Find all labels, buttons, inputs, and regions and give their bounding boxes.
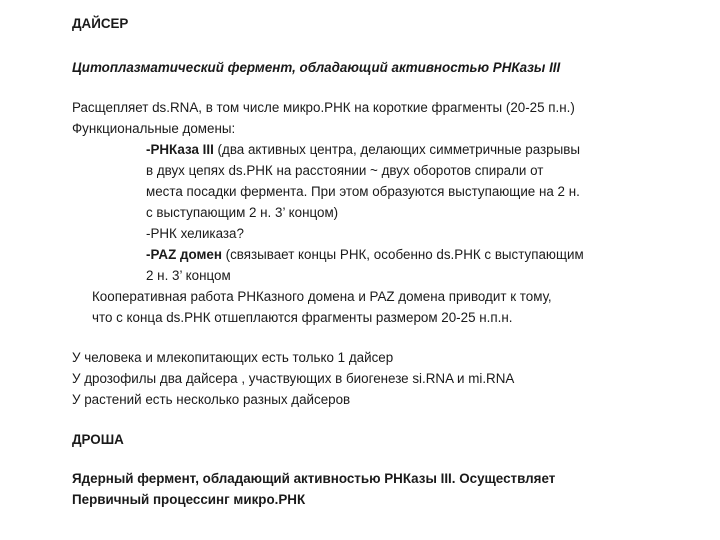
functional-domains-label: Функциональные домены: (72, 121, 236, 136)
dicer-heading: ДАЙСЕР (72, 16, 129, 31)
rnase-domain-text-4: с выступающим 2 н. 3’ концом) (146, 205, 339, 220)
dicer-definition: Цитоплазматический фермент, обладающий активностью РНКазы III (72, 60, 561, 75)
drosophila-dicer-text: У дрозофилы два дайсера , участвующих в биогенезе si.RNA и mi.RNA (72, 371, 515, 386)
paz-domain-text-2: 2 н. 3’ концом (146, 268, 231, 283)
rnase-domain-text-3: места посадки фермента. При этом образуются выступающие на 2 н. (146, 184, 580, 199)
drosha-heading: ДРОША (72, 432, 124, 447)
dicer-cleavage-text: Расщепляет ds.RNA, в том числе микро.РНК на короткие фрагменты (20-25 п.н.) (72, 100, 575, 115)
cooperation-text-2: что с конца ds.РНК отшеплаются фрагменты размером 20-25 н.п.н. (92, 310, 513, 325)
rnase-domain-text: (два активных центра, делающих симметричные разрывы (213, 142, 580, 157)
plant-dicer-text: У растений есть несколько разных дайсеров (72, 392, 351, 407)
rnase-domain-text-2: в двух цепях ds.РНК на расстоянии ~ двух оборотов спирали от (146, 163, 544, 178)
paz-domain-label: -PAZ домен (146, 247, 222, 262)
drosha-definition-2: Первичный процессинг микро.РНК (72, 492, 306, 507)
drosha-definition-1: Ядерный фермент, обладающий активностью РНКазы III. Осуществляет (72, 471, 556, 486)
rnase-domain-label: -РНКаза III (146, 142, 214, 157)
cooperation-text-1: Кооперативная работа РНКазного домена и PAZ домена приводит к тому, (92, 289, 552, 304)
paz-domain-text: (связывает концы РНК, особенно ds.РНК с выступающим (221, 247, 584, 262)
paz-domain-line (146, 245, 584, 265)
rnase-domain-line (146, 140, 580, 160)
human-dicer-text: У человека и млекопитающих есть только 1 дайсер (72, 350, 394, 365)
helicase-domain: -РНК хеликаза? (146, 226, 244, 241)
